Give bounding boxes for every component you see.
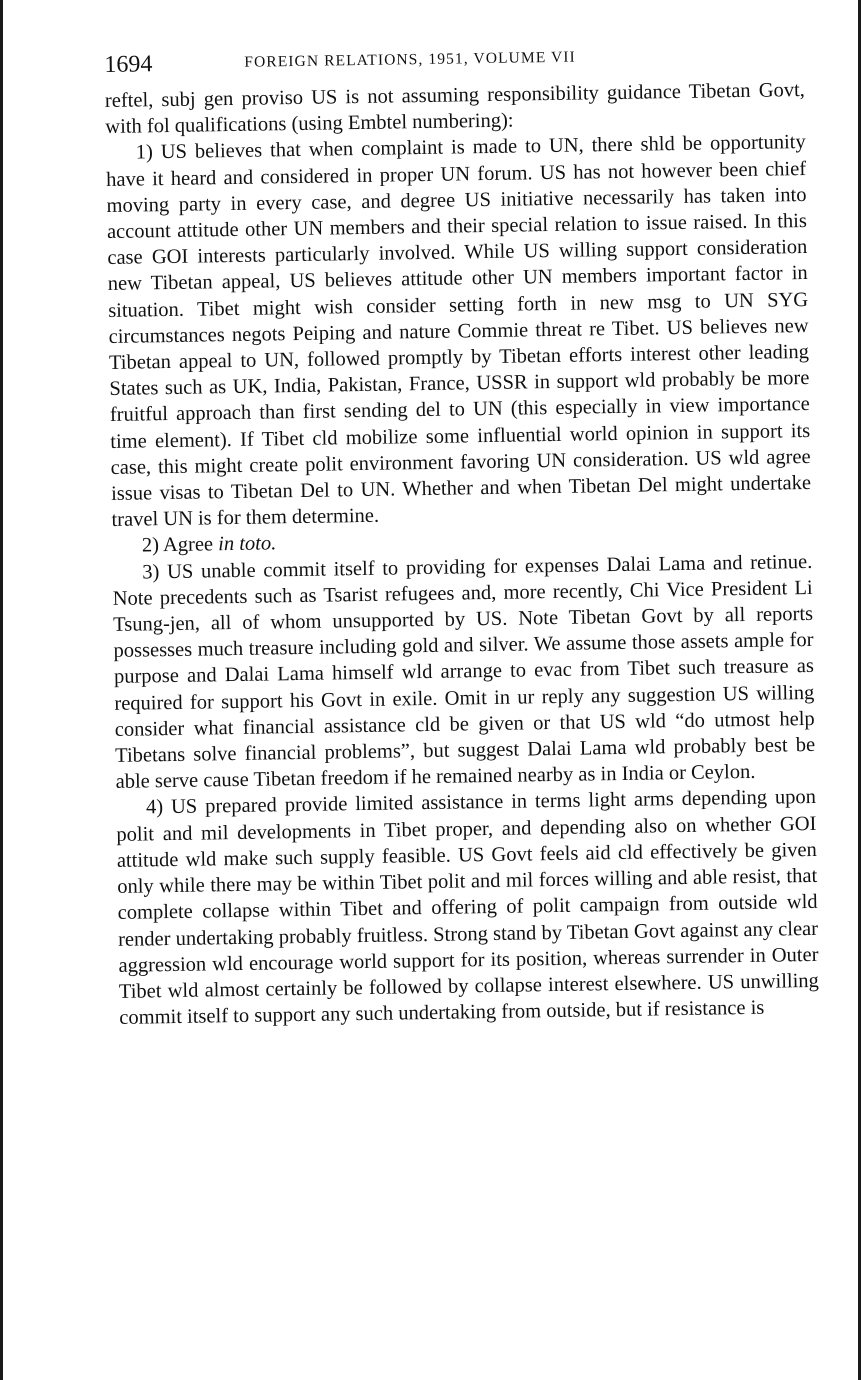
scan-border-left xyxy=(0,0,3,1380)
paragraph-item-4: 4) US prepared provide limited assistance in terms light arms depending upon polit and mil developments in Tibet proper, and depending also on whether GOI attitude wld make such supply feasible. US Govt feels aid cld effectively be given only while there may be within Tibet polit and mil forces willing and able resist, that complete collapse within Tibet and offering of polit campaign from outside wld render undertaking probably fruitless. Strong stand by Tibetan Govt against any clear aggression wld encourage world support for its position, whereas surrender in Outer Tibet wld almost certainly be followed by collapse interest elsewhere. US unwilling commit itself to support any such undertaking from outside, but if resistance is xyxy=(116,786,820,1029)
item-2-text: 2) Agree xyxy=(141,533,219,557)
running-head: FOREIGN RELATIONS, 1951, VOLUME VII xyxy=(244,48,576,71)
paragraph-item-3: 3) US unable commit itself to providing for expenses Dalai Lama and retinue. Note precedents such as Tsarist refugees and, more recently, Chi Vice President Li Tsung-jen, all of whom unsupported by US. Note Tibetan Govt by all reports possesses much treasure including gold and silver. We assume those assets ample for purpose and Dalai Lama himself wld arrange to evac from Tibet such treasure as required for support his Govt in exile. Omit in ur reply any suggestion US willing consider what financial assistance cld be given or that US wld “do utmost help Tibetans solve financial problems”, but suggest Dalai Lama wld probably best be able serve cause Tibetan freedom if he remained nearby as in India or Ceylon. xyxy=(112,550,816,794)
paragraph-item-1: 1) US believes that when complaint is made to UN, there shld be opportunity have it heard and considered in proper UN forum. US has not however been chief moving party in every case, and degree US initiative necessarily has taken into account attitude other UN members and their special relation to issue raised. In this case GOI interests particularly involved. While US willing support consideration new Tibetan appeal, US believes attitude other UN members important factor in situation. Tibet might wish consider setting forth in new msg to UN SYG circumstances negots Peiping and nature Commie threat re Tibet. US believes new Tibetan appeal to UN, followed promptly by Tibetan efforts interest other leading States such as UK, India, Pakistan, France, USSR in support wld probably be more fruitful approach than first sending del to UN (this especially in view importance time element). If Tibet cld mobilize some influential world opinion in support its case, this might create polit environment favoring UN consideration. US wld agree issue visas to Tibetan Del to UN. Whether and when Tibetan Del might undertake travel UN is for them determine. xyxy=(105,131,812,532)
paragraph-intro: reftel, subj gen proviso US is not assuming responsibility guidance Tibetan Govt, with fol qualifications (using Embtel numbering): xyxy=(104,78,806,139)
document-body xyxy=(105,77,820,1031)
item-2-emphasis: in toto. xyxy=(218,532,277,556)
page-number: 1694 xyxy=(104,51,153,78)
document-page xyxy=(104,31,819,1031)
